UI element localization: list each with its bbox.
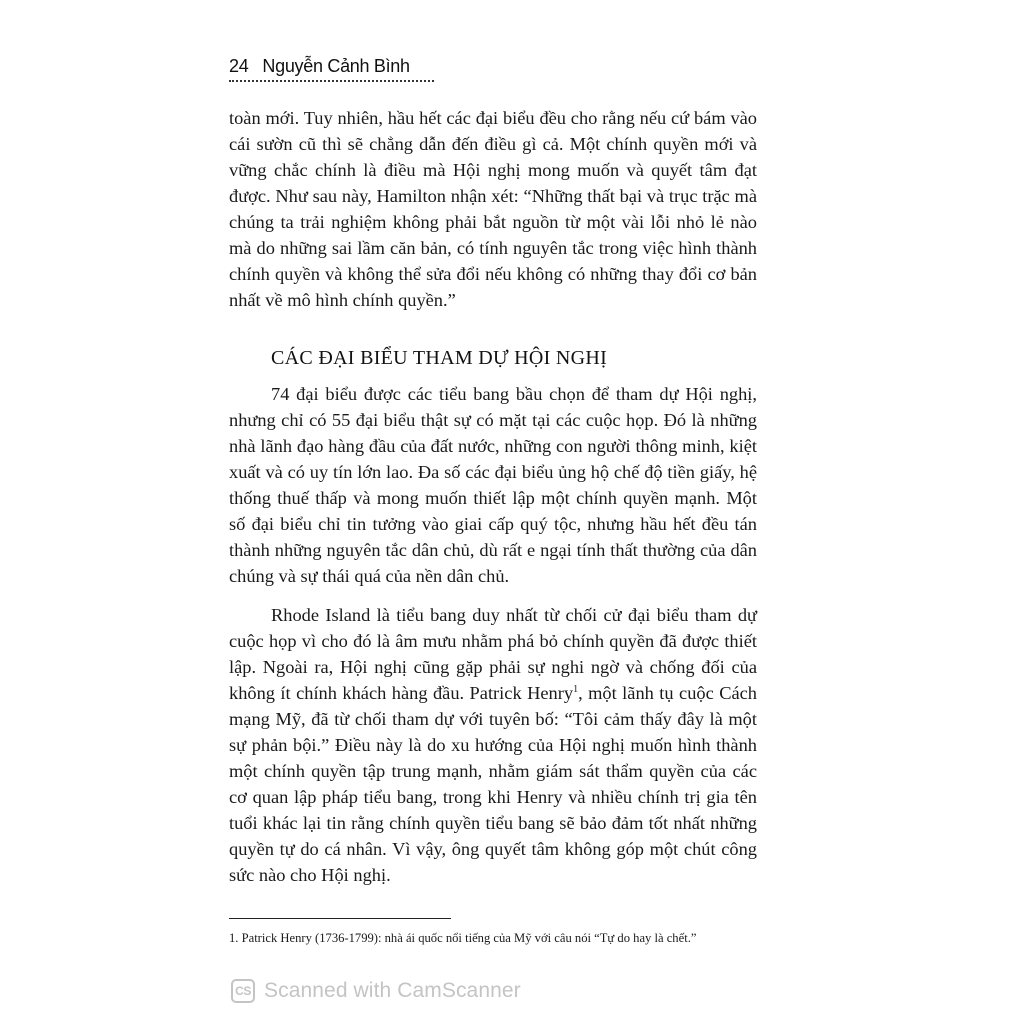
camscanner-watermark <box>231 976 521 1006</box>
paragraph-3-part-2: , một lãnh tụ cuộc Cách mạng Mỹ, đã từ chối tham dự với tuyên bố: “Tôi cảm thấy đây là một sự phản bội.” Điều này là do xu hướng của Hội nghị muốn hình thành một chính quyền tập trung mạnh, nhằm giám sát thẩm quyền của các cơ quan lập pháp tiểu bang, trong khi Henry và nhiều chính trị gia tên tuổi khác lại tin rằng chính quyền tiểu bang sẽ bảo đảm tốt nhất những quyền tự do cá nhân. Vì vậy, ông quyết tâm không góp một chút công sức nào cho Hội nghị. <box>229 683 757 885</box>
camscanner-logo-icon: CS <box>231 979 255 1003</box>
author-name: Nguyễn Cảnh Bình <box>262 56 410 76</box>
paragraph-1-block <box>229 105 757 313</box>
footnote-reference: 1 <box>573 684 579 695</box>
header-dotted-rule <box>229 80 434 82</box>
paragraph-3-part-1: Rhode Island là tiểu bang duy nhất từ chối cử đại biểu tham dự cuộc họp vì cho đó là âm mưu nhằm phá bỏ chính quyền đã được thiết lập. Ngoài ra, Hội nghị cũng gặp phải sự nghi ngờ và chống đối của không ít chính khách hàng đầu. Patrick Henry <box>229 605 757 703</box>
footnote-rule <box>229 918 451 919</box>
running-head <box>229 56 410 77</box>
page-number: 24 <box>229 56 249 76</box>
footnote: 1. Patrick Henry (1736-1799): nhà ái quốc nổi tiếng của Mỹ với câu nói “Tự do hay là chết.” <box>229 931 697 945</box>
paragraph-1: toàn mới. Tuy nhiên, hầu hết các đại biểu đều cho rằng nếu cứ bám vào cái sườn cũ thì sẽ chẳng dẫn đến điều gì cả. Một chính quyền mới và vững chắc chính là điều mà Hội nghị mong muốn và quyết tâm đạt được. Như sau này, Hamilton nhận xét: “Những thất bại và trục trặc mà chúng ta trải nghiệm không phải bắt nguồn từ một vài lỗi nhỏ lẻ nào mà do những sai lầm căn bản, có tính nguyên tắc trong việc hình thành chính quyền và không thể sửa đổi nếu không có những thay đổi cơ bản nhất về mô hình chính quyền.” <box>229 108 757 310</box>
section-heading: CÁC ĐẠI BIỂU THAM DỰ HỘI NGHỊ <box>271 347 608 369</box>
paragraph-3-block <box>229 602 757 888</box>
paragraph-2: 74 đại biểu được các tiểu bang bầu chọn để tham dự Hội nghị, nhưng chỉ có 55 đại biểu thật sự có mặt tại các cuộc họp. Đó là những nhà lãnh đạo hàng đầu của đất nước, những con người thông minh, kiệt xuất và có uy tín lớn lao. Đa số các đại biểu ủng hộ chế độ tiền giấy, hệ thống thuế thấp và mong muốn thiết lập một chính quyền mạnh. Một số đại biểu chỉ tin tưởng vào giai cấp quý tộc, nhưng hầu hết đều tán thành những nguyên tắc dân chủ, dù rất e ngại tính thất thường của dân chúng và sự thái quá của nền dân chủ. <box>229 384 757 586</box>
paragraph-3 <box>229 602 757 888</box>
paragraph-2-block <box>229 381 757 589</box>
watermark-text: Scanned with CamScanner <box>264 979 521 1002</box>
